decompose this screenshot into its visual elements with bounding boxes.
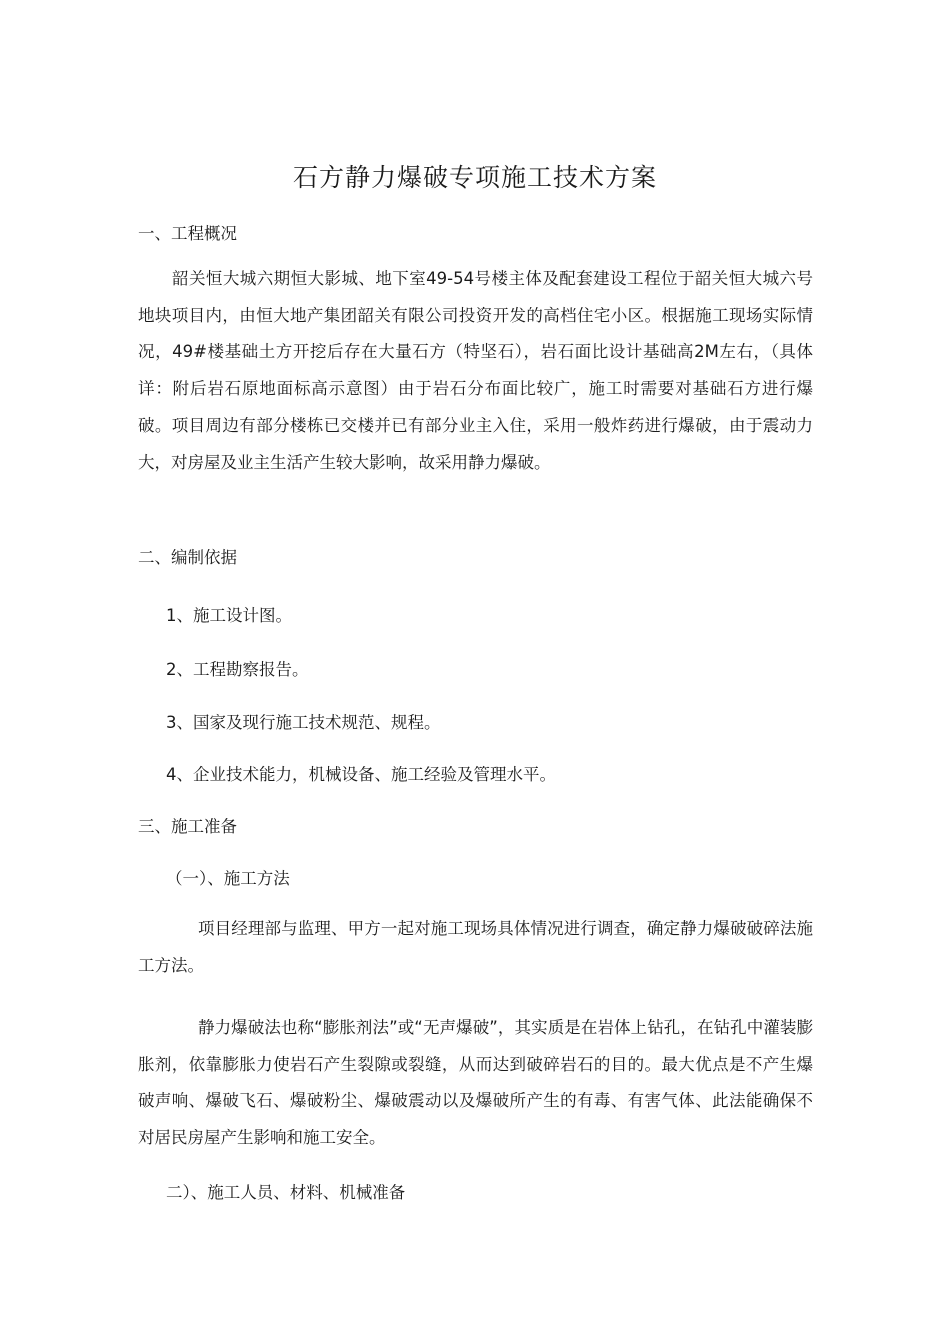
- method-paragraph-2: 静力爆破法也称“膨胀剂法”或“无声爆破”，其实质是在岩体上钻孔，在钻孔中灌装膨胀剂，依靠膨胀力使岩石产生裂隙或裂缝，从而达到破碎岩石的目的。最大优点是不产生爆破声响、爆破飞石、爆破粉尘、爆破震动以及爆破所产生的有毒、有害气体、此法能确保不对居民房屋产生影响和施工安全。: [138, 1018, 813, 1148]
- subsection-heading-method: （一）、施工方法: [166, 869, 290, 888]
- list-item: 1、施工设计图。: [166, 606, 292, 625]
- method-paragraph-1: 项目经理部与监理、甲方一起对施工现场具体情况进行调查，确定静力爆破破碎法施工方法。: [138, 919, 813, 975]
- document-title: 石方静力爆破专项施工技术方案: [292, 163, 657, 192]
- list-item: 2、工程勘察报告。: [166, 660, 309, 679]
- section-heading-overview: 一、工程概况: [138, 224, 237, 243]
- overview-paragraph: 韶关恒大城六期恒大影城、地下室49-54号楼主体及配套建设工程位于韶关恒大城六号地块项目内，由恒大地产集团韶关有限公司投资开发的高档住宅小区。根据施工现场实际情况，49#楼基础土方开挖后存在大量石方（特坚石），岩石面比设计基础高2M左右，（具体详：附后岩石原地面标高示意图）由于岩石分布面比较广，施工时需要对基础石方进行爆破。项目周边有部分楼栋已交楼并已有部分业主入住，采用一般炸药进行爆破，由于震动力大，对房屋及业主生活产生较大影响，故采用静力爆破。: [138, 269, 813, 472]
- section-heading-basis: 二、编制依据: [138, 548, 237, 567]
- section-heading-preparation: 三、施工准备: [138, 817, 237, 836]
- list-item: 3、国家及现行施工技术规范、规程。: [166, 713, 441, 732]
- subsection-heading-resources: 二）、施工人员、材料、机械准备: [166, 1183, 406, 1202]
- list-item: 4、企业技术能力，机械设备、施工经验及管理水平。: [166, 765, 556, 784]
